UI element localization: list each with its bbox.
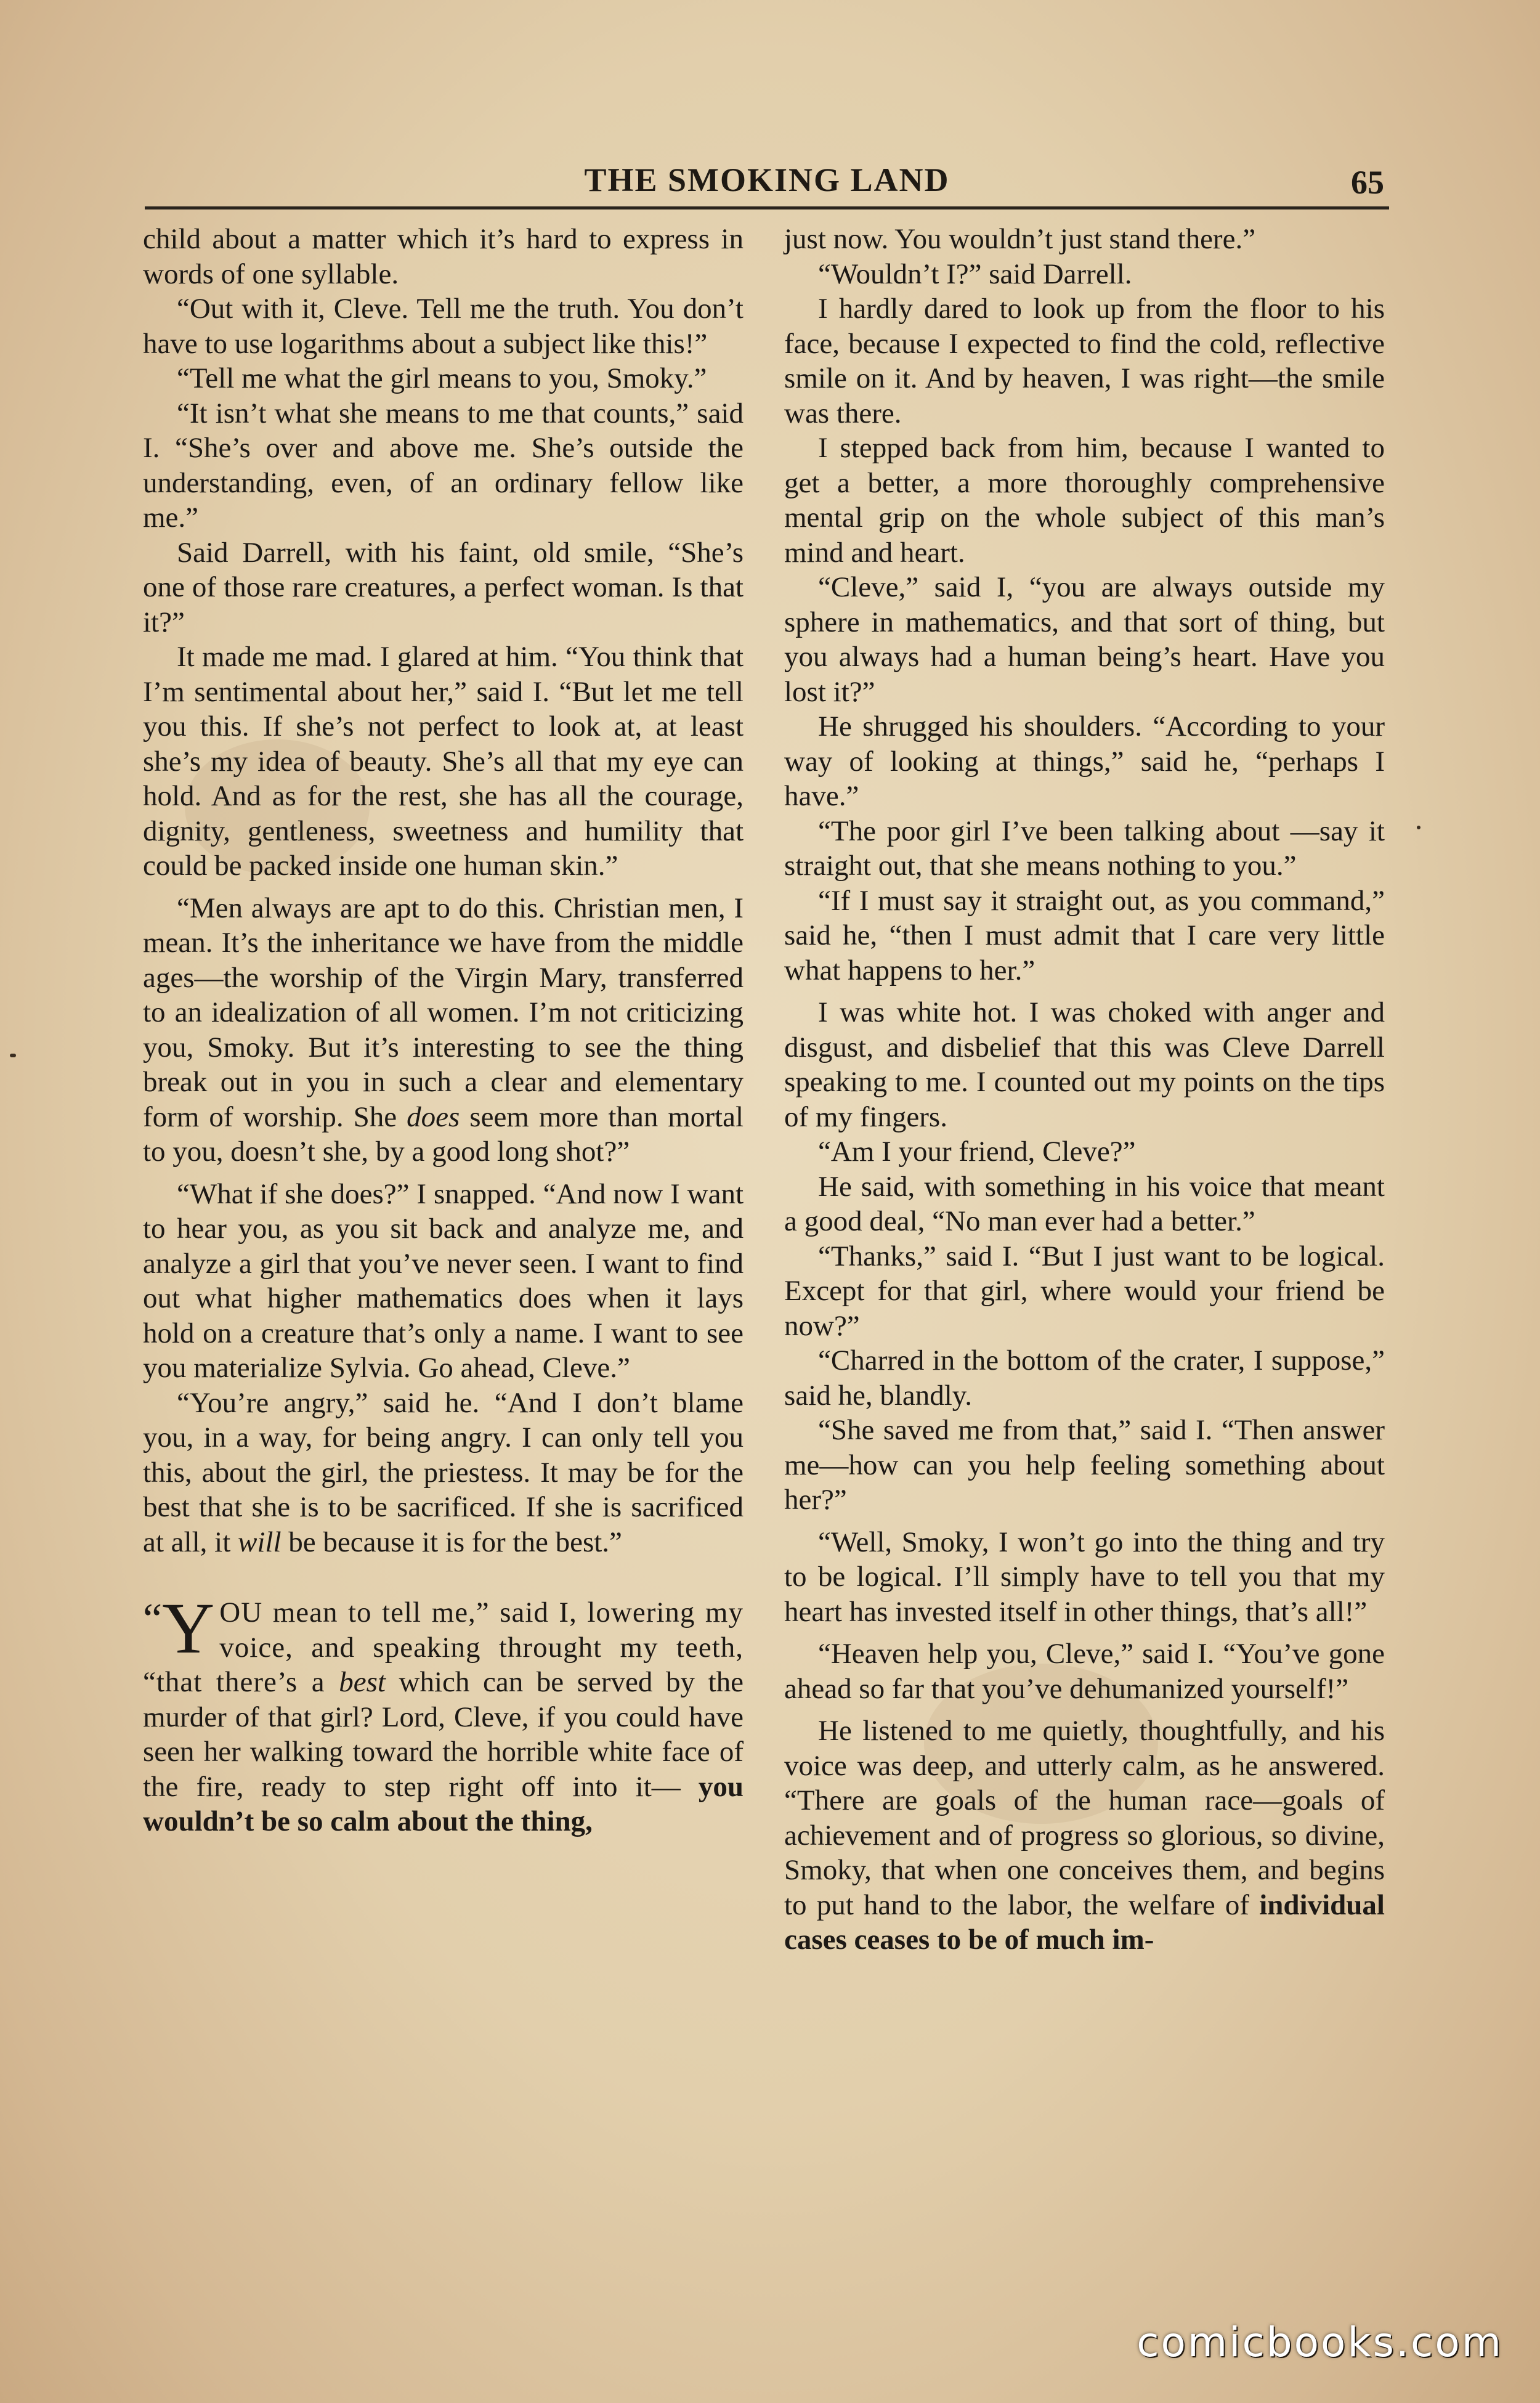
paragraph-text: “Men always are apt to do this. Christian men, I mean. It’s the inheritance we have from the middle ages—the worship of the Virgin Mary, transferred to an idealization of all women. I’m not criticizing you, Smoky. But it’s interesting to see the thing break out in you in such a clear and elementary form of worship. She bbox=[143, 892, 744, 1133]
paragraph: “If I must say it straight out, as you command,” said he, “then I must admit that I care very little what happens to her.” bbox=[784, 884, 1385, 986]
running-title: THE SMOKING LAND bbox=[584, 161, 950, 198]
running-header bbox=[145, 157, 1389, 209]
margin-speck bbox=[10, 1054, 16, 1057]
paragraph: “Heaven help you, Cleve,” said I. “You’ve gone ahead so far that you’ve dehumanized yourself!” bbox=[784, 1638, 1385, 1705]
paragraph: “Wouldn’t I?” said Darrell. bbox=[818, 258, 1132, 290]
paragraph-text: seem more than mortal to you, doesn’t she, by a good long shot?” bbox=[143, 1100, 744, 1168]
watermark-logo: comicbooks.com bbox=[1137, 2319, 1503, 2366]
paragraph: “Well, Smoky, I won’t go into the thing and try to be logical. I’ll simply have to tell you that my heart has invested itself in other things, that’s all!” bbox=[784, 1526, 1385, 1628]
page-number: 65 bbox=[1351, 164, 1384, 201]
paragraph-text: He listened to me quietly, thoughtfully, and his voice was deep, and utterly calm, as he answered. “There are goals of the human race—goals of achievement and of progress so glorious, so divine, Smoky, that when one conceives them, and begins to put hand to the labor, the welfare of bbox=[784, 1715, 1385, 1921]
paragraph: “Thanks,” said I. “But I just want to be logical. Except for that girl, where would your friend be now?” bbox=[784, 1240, 1385, 1342]
paragraph: I stepped back from him, because I wanted to get a better, a more thoroughly comprehensive mental grip on the whole subject of this man’s mind and heart. bbox=[784, 432, 1385, 569]
paragraph: child about a matter which it’s hard to express in words of one syllable. bbox=[143, 223, 744, 290]
bold-line: individual cases ceases to be of much im- bbox=[784, 1889, 1385, 1956]
paragraph-text: OU mean to tell me,” said I, lowering my voice, and speaking throught my teeth, “that there’s a bbox=[143, 1596, 744, 1698]
paragraph: He said, with something in his voice that meant a good deal, “No man ever had a better.” bbox=[784, 1170, 1385, 1237]
paragraph-text: which can be served by the murder of that girl? Lord, Cleve, if you could have seen her walking toward the horrible white face of the fire, ready to step right off into it— bbox=[143, 1666, 744, 1803]
paragraph: “What if she does?” I snapped. “And now I want to hear you, as you sit back and analyze me, and analyze a girl that you’ve never seen. I want to find out what higher mathematics does when it lays hold on a creature that’s only a name. I want to see you materialize Sylvia. Go ahead, Cleve.” bbox=[143, 1177, 744, 1384]
paragraph: “The poor girl I’ve been talking about —say it straight out, that she means nothing to you.” bbox=[784, 815, 1385, 882]
paragraph: “Am I your friend, Cleve?” bbox=[818, 1136, 1136, 1168]
paragraph bbox=[143, 1386, 744, 1560]
paragraph: Said Darrell, with his faint, old smile, “She’s one of those rare creatures, a perfect woman. Is that it?” bbox=[143, 536, 744, 638]
left-column bbox=[143, 222, 744, 1839]
paragraph: It made me mad. I glared at him. “You think that I’m sentimental about her,” said I. “But let me tell you this. If she’s not perfect to look at, at least she’s my idea of beauty. She’s all that my eye can hold. And as for the rest, she has all the courage, dignity, gentleness, sweetness and humility that could be packed inside one human skin.” bbox=[143, 641, 744, 882]
emphasis: best bbox=[339, 1666, 386, 1698]
paragraph: “Cleve,” said I, “you are always outside my sphere in mathematics, and that sort of thing, but you always had a human being’s heart. Have you lost it?” bbox=[784, 571, 1385, 708]
margin-speck bbox=[1417, 826, 1420, 829]
paragraph bbox=[784, 1714, 1385, 1958]
paragraph: “Out with it, Cleve. Tell me the truth. You don’t have to use logarithms about a subject like this!” bbox=[143, 293, 744, 360]
right-column bbox=[784, 222, 1385, 1958]
paragraph-text: be because it is for the best.” bbox=[281, 1526, 622, 1558]
paragraph: I hardly dared to look up from the floor to his face, because I expected to find the cold, reflective smile on it. And by heaven, I was right—the smile was there. bbox=[784, 293, 1385, 429]
bold-line: you wouldn’t be so calm about the thing, bbox=[143, 1770, 744, 1837]
paragraph: I was white hot. I was choked with anger and disgust, and disbelief that this was Cleve Darrell speaking to me. I counted out my points on the tips of my fingers. bbox=[784, 996, 1385, 1133]
paragraph bbox=[143, 891, 744, 1169]
paragraph: “Tell me what the girl means to you, Smoky.” bbox=[177, 362, 707, 394]
emphasis: will bbox=[238, 1526, 282, 1558]
paragraph: “It isn’t what she means to me that counts,” said I. “She’s over and above me. She’s outside the understanding, even, of an ordinary fellow like me.” bbox=[143, 397, 744, 534]
paragraph: He shrugged his shoulders. “According to your way of looking at things,” said he, “perhaps I have.” bbox=[784, 710, 1385, 812]
paragraph: just now. You wouldn’t just stand there.” bbox=[784, 223, 1256, 255]
paragraph: “She saved me from that,” said I. “Then answer me—how can you help feeling something about her?” bbox=[784, 1414, 1385, 1516]
dropcap-letter: Y bbox=[162, 1588, 215, 1669]
dropcap-quote: “ bbox=[143, 1595, 163, 1643]
dropcap bbox=[143, 1588, 215, 1669]
dropcap-paragraph bbox=[143, 1588, 744, 1839]
paragraph-text: “You’re angry,” said he. “And I don’t blame you, in a way, for being angry. I can only tell you this, about the girl, the priestess. It may be for the best that she is to be sacrificed. If she is sacrificed at all, it bbox=[143, 1386, 744, 1558]
emphasis: does bbox=[407, 1100, 460, 1133]
paragraph: “Charred in the bottom of the crater, I suppose,” said he, blandly. bbox=[784, 1344, 1385, 1412]
